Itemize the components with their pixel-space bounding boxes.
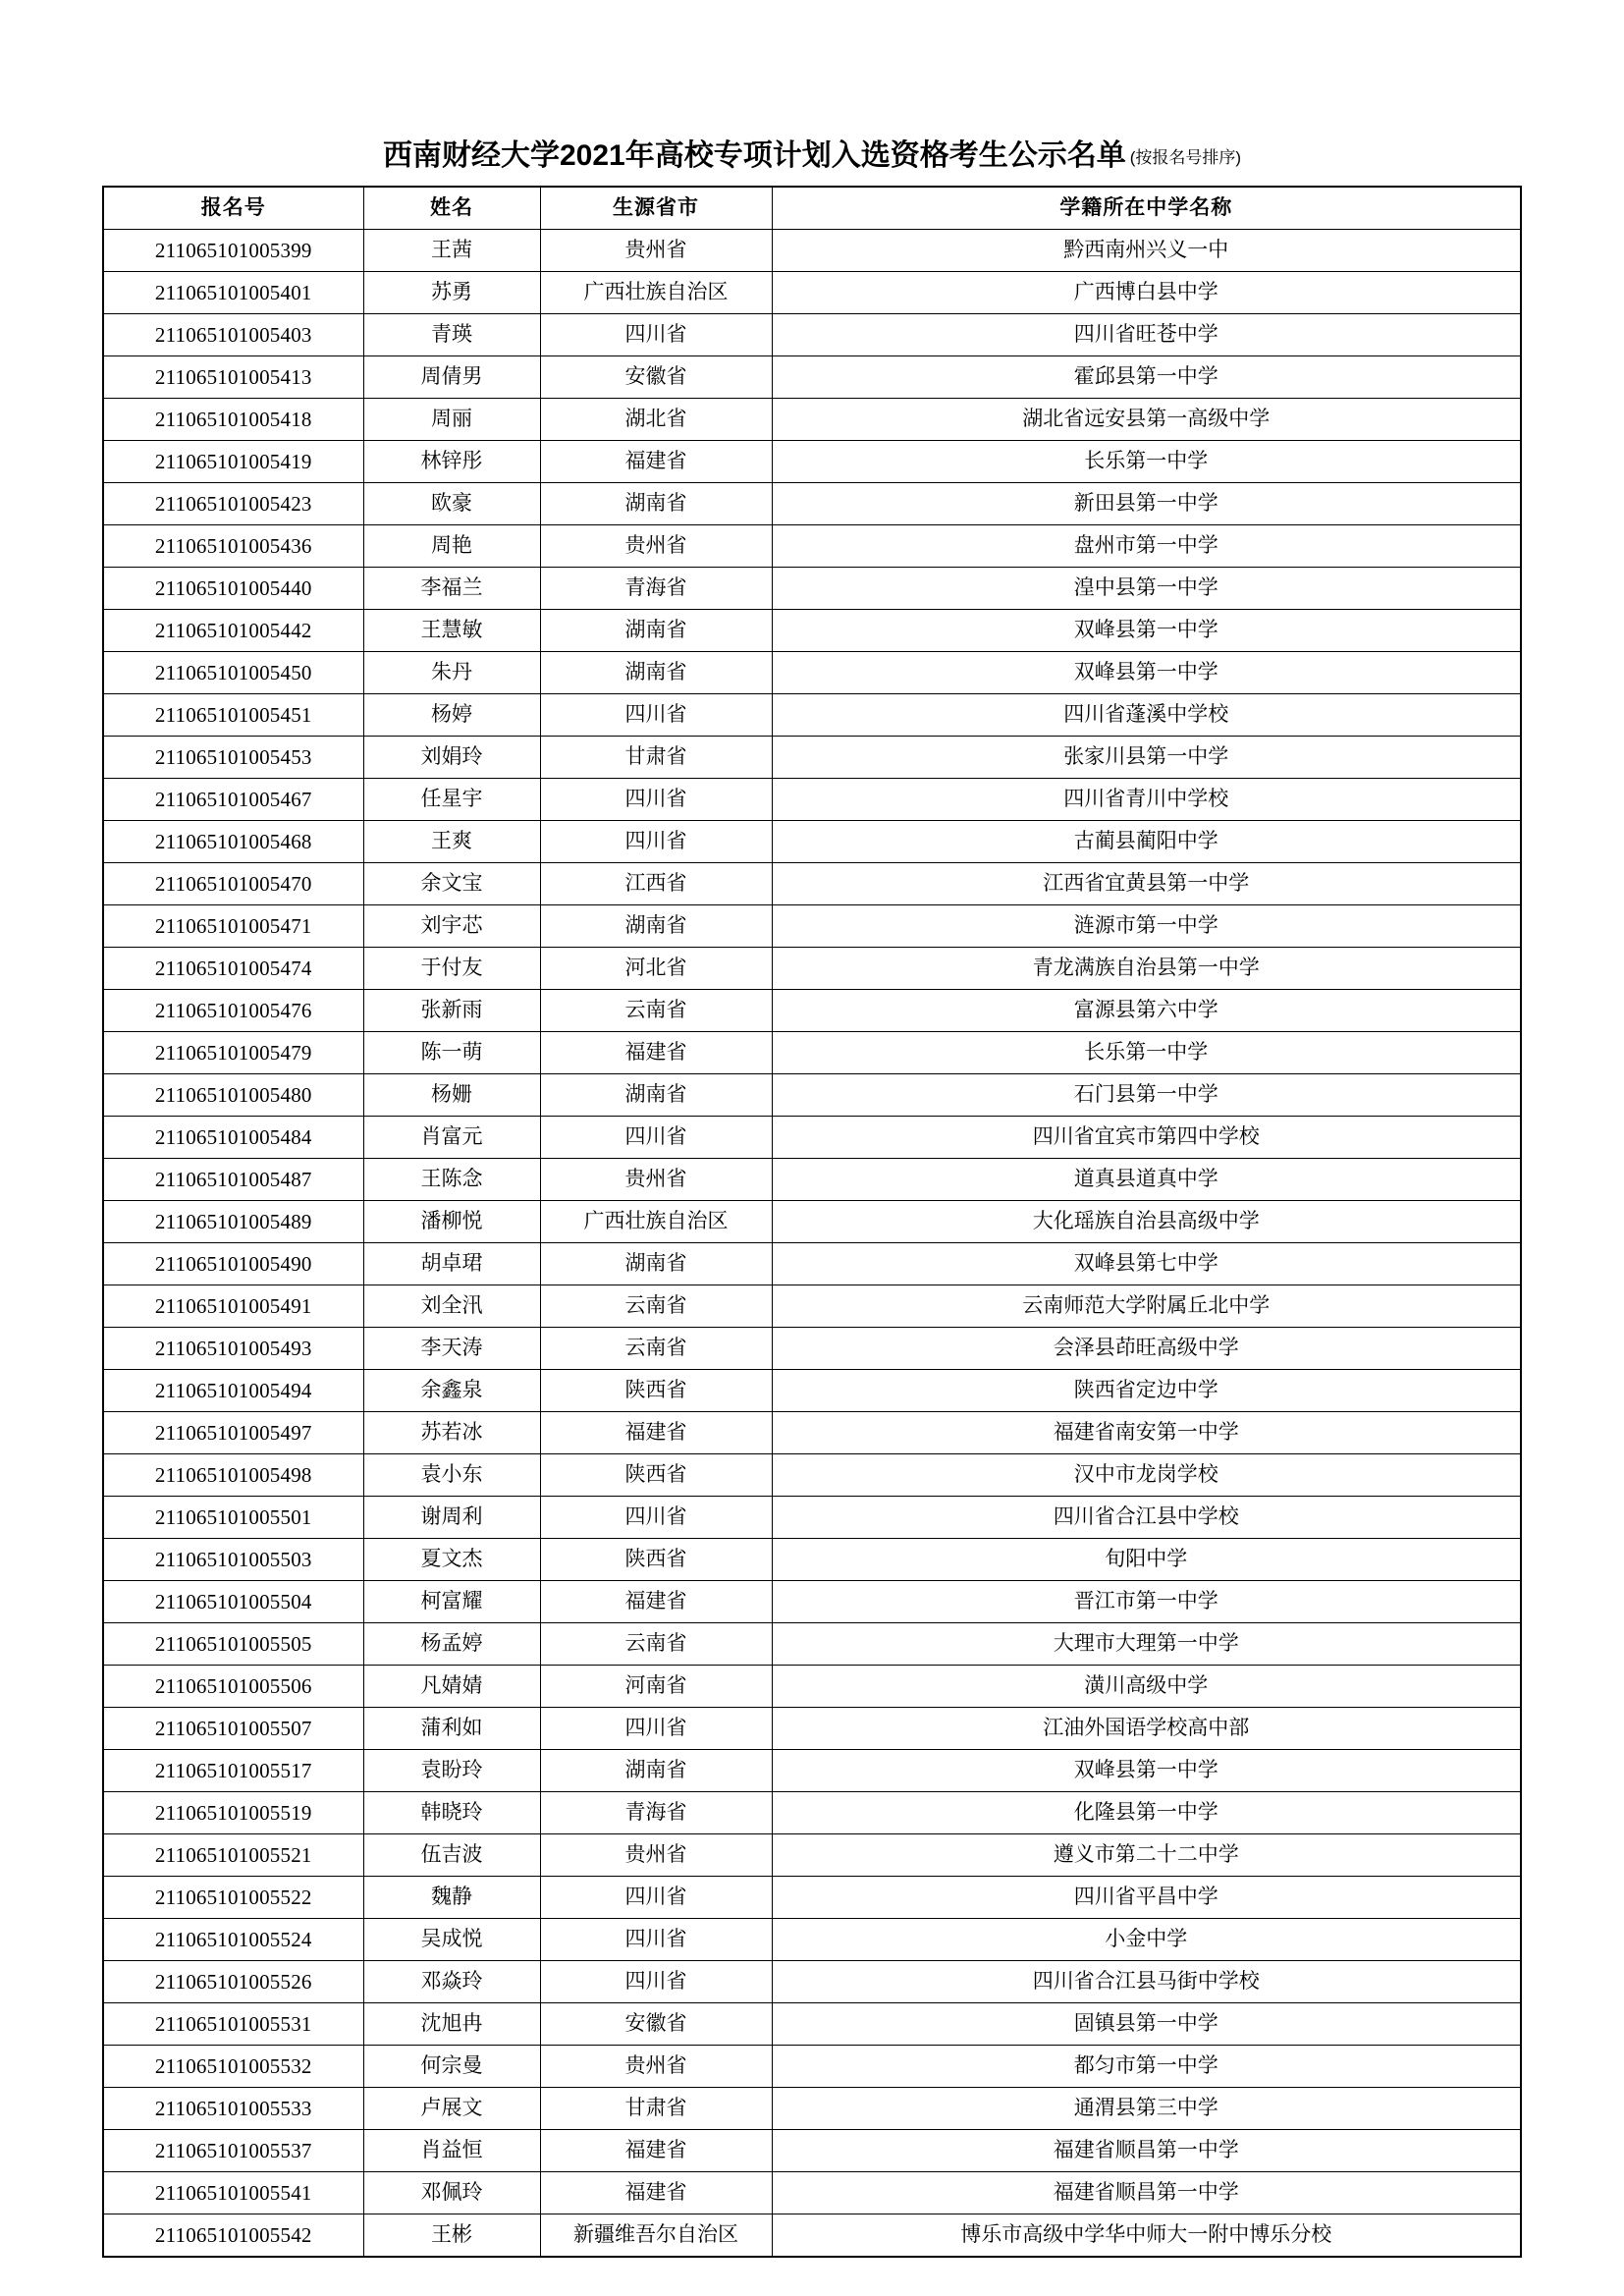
cell-registration-number: 211065101005522 bbox=[103, 1877, 363, 1919]
cell-school: 长乐第一中学 bbox=[772, 441, 1521, 483]
cell-school: 旬阳中学 bbox=[772, 1539, 1521, 1581]
table-row bbox=[103, 272, 1521, 314]
cell-registration-number: 211065101005498 bbox=[103, 1454, 363, 1497]
cell-registration-number: 211065101005521 bbox=[103, 1834, 363, 1877]
cell-school: 古蔺县蔺阳中学 bbox=[772, 821, 1521, 863]
cell-province: 陕西省 bbox=[540, 1454, 772, 1497]
table-header bbox=[103, 187, 1521, 230]
cell-name: 胡卓珺 bbox=[363, 1243, 540, 1285]
cell-registration-number: 211065101005479 bbox=[103, 1032, 363, 1074]
cell-name: 陈一萌 bbox=[363, 1032, 540, 1074]
cell-registration-number: 211065101005399 bbox=[103, 230, 363, 272]
table-row bbox=[103, 2088, 1521, 2130]
cell-school: 江油外国语学校高中部 bbox=[772, 1708, 1521, 1750]
cell-school: 潢川高级中学 bbox=[772, 1666, 1521, 1708]
cell-province: 陕西省 bbox=[540, 1539, 772, 1581]
table-row bbox=[103, 568, 1521, 610]
cell-province: 四川省 bbox=[540, 1497, 772, 1539]
cell-registration-number: 211065101005504 bbox=[103, 1581, 363, 1623]
table-row bbox=[103, 1834, 1521, 1877]
cell-school: 富源县第六中学 bbox=[772, 990, 1521, 1032]
cell-name: 肖益恒 bbox=[363, 2130, 540, 2172]
cell-name: 袁小东 bbox=[363, 1454, 540, 1497]
cell-name: 韩晓玲 bbox=[363, 1792, 540, 1834]
cell-name: 卢展文 bbox=[363, 2088, 540, 2130]
cell-province: 陕西省 bbox=[540, 1370, 772, 1412]
cell-province: 福建省 bbox=[540, 1412, 772, 1454]
cell-name: 王慧敏 bbox=[363, 610, 540, 652]
cell-province: 湖北省 bbox=[540, 399, 772, 441]
cell-name: 邓佩玲 bbox=[363, 2172, 540, 2214]
cell-school: 小金中学 bbox=[772, 1919, 1521, 1961]
cell-province: 四川省 bbox=[540, 1117, 772, 1159]
cell-province: 福建省 bbox=[540, 1581, 772, 1623]
cell-registration-number: 211065101005476 bbox=[103, 990, 363, 1032]
cell-name: 刘娟玲 bbox=[363, 737, 540, 779]
cell-name: 青瑛 bbox=[363, 314, 540, 356]
table-row bbox=[103, 1328, 1521, 1370]
cell-registration-number: 211065101005453 bbox=[103, 737, 363, 779]
cell-registration-number: 211065101005419 bbox=[103, 441, 363, 483]
cell-school: 会泽县茚旺高级中学 bbox=[772, 1328, 1521, 1370]
cell-registration-number: 211065101005436 bbox=[103, 525, 363, 568]
cell-name: 周艳 bbox=[363, 525, 540, 568]
cell-province: 四川省 bbox=[540, 1961, 772, 2003]
cell-registration-number: 211065101005470 bbox=[103, 863, 363, 905]
cell-province: 云南省 bbox=[540, 990, 772, 1032]
cell-school: 大化瑶族自治县高级中学 bbox=[772, 1201, 1521, 1243]
table-row bbox=[103, 230, 1521, 272]
cell-province: 福建省 bbox=[540, 2172, 772, 2214]
cell-registration-number: 211065101005442 bbox=[103, 610, 363, 652]
cell-school: 四川省青川中学校 bbox=[772, 779, 1521, 821]
cell-name: 刘宇芯 bbox=[363, 905, 540, 948]
cell-province: 四川省 bbox=[540, 314, 772, 356]
cell-school: 福建省南安第一中学 bbox=[772, 1412, 1521, 1454]
cell-registration-number: 211065101005418 bbox=[103, 399, 363, 441]
cell-province: 河北省 bbox=[540, 948, 772, 990]
cell-name: 袁盼玲 bbox=[363, 1750, 540, 1792]
cell-registration-number: 211065101005484 bbox=[103, 1117, 363, 1159]
cell-province: 湖南省 bbox=[540, 483, 772, 525]
table-row bbox=[103, 1243, 1521, 1285]
table-body bbox=[103, 230, 1521, 2258]
cell-registration-number: 211065101005401 bbox=[103, 272, 363, 314]
table-row bbox=[103, 990, 1521, 1032]
cell-registration-number: 211065101005526 bbox=[103, 1961, 363, 2003]
table-row bbox=[103, 1117, 1521, 1159]
table-row bbox=[103, 1623, 1521, 1666]
cell-name: 余鑫泉 bbox=[363, 1370, 540, 1412]
cell-name: 欧豪 bbox=[363, 483, 540, 525]
table-row bbox=[103, 399, 1521, 441]
cell-school: 四川省合江县马街中学校 bbox=[772, 1961, 1521, 2003]
table-row bbox=[103, 1159, 1521, 1201]
cell-province: 贵州省 bbox=[540, 230, 772, 272]
cell-registration-number: 211065101005413 bbox=[103, 356, 363, 399]
column-header-school: 学籍所在中学名称 bbox=[772, 187, 1521, 230]
cell-name: 苏若冰 bbox=[363, 1412, 540, 1454]
cell-province: 四川省 bbox=[540, 779, 772, 821]
cell-school: 四川省蓬溪中学校 bbox=[772, 694, 1521, 737]
cell-school: 青龙满族自治县第一中学 bbox=[772, 948, 1521, 990]
cell-name: 苏勇 bbox=[363, 272, 540, 314]
cell-school: 双峰县第一中学 bbox=[772, 1750, 1521, 1792]
table-row bbox=[103, 356, 1521, 399]
cell-school: 江西省宜黄县第一中学 bbox=[772, 863, 1521, 905]
cell-registration-number: 211065101005487 bbox=[103, 1159, 363, 1201]
table-row bbox=[103, 1961, 1521, 2003]
table-row bbox=[103, 1581, 1521, 1623]
table-row bbox=[103, 737, 1521, 779]
cell-school: 黔西南州兴义一中 bbox=[772, 230, 1521, 272]
cell-province: 福建省 bbox=[540, 1032, 772, 1074]
cell-name: 林锌彤 bbox=[363, 441, 540, 483]
cell-name: 蒲利如 bbox=[363, 1708, 540, 1750]
cell-registration-number: 211065101005493 bbox=[103, 1328, 363, 1370]
cell-province: 广西壮族自治区 bbox=[540, 1201, 772, 1243]
cell-province: 青海省 bbox=[540, 568, 772, 610]
cell-registration-number: 211065101005506 bbox=[103, 1666, 363, 1708]
cell-school: 双峰县第一中学 bbox=[772, 652, 1521, 694]
cell-province: 江西省 bbox=[540, 863, 772, 905]
cell-name: 何宗曼 bbox=[363, 2046, 540, 2088]
cell-province: 湖南省 bbox=[540, 1243, 772, 1285]
cell-province: 四川省 bbox=[540, 694, 772, 737]
cell-school: 石门县第一中学 bbox=[772, 1074, 1521, 1117]
cell-province: 湖南省 bbox=[540, 610, 772, 652]
cell-registration-number: 211065101005471 bbox=[103, 905, 363, 948]
table-row bbox=[103, 1285, 1521, 1328]
cell-province: 贵州省 bbox=[540, 525, 772, 568]
page-subtitle: (按报名号排序) bbox=[1129, 148, 1242, 167]
cell-school: 固镇县第一中学 bbox=[772, 2003, 1521, 2046]
cell-province: 安徽省 bbox=[540, 356, 772, 399]
cell-name: 杨婷 bbox=[363, 694, 540, 737]
cell-registration-number: 211065101005503 bbox=[103, 1539, 363, 1581]
roster-table bbox=[102, 186, 1522, 2258]
cell-province: 贵州省 bbox=[540, 2046, 772, 2088]
column-header-province: 生源省市 bbox=[540, 187, 772, 230]
cell-name: 吴成悦 bbox=[363, 1919, 540, 1961]
cell-province: 云南省 bbox=[540, 1328, 772, 1370]
cell-registration-number: 211065101005542 bbox=[103, 2214, 363, 2258]
cell-school: 晋江市第一中学 bbox=[772, 1581, 1521, 1623]
cell-school: 化隆县第一中学 bbox=[772, 1792, 1521, 1834]
cell-school: 都匀市第一中学 bbox=[772, 2046, 1521, 2088]
cell-registration-number: 211065101005517 bbox=[103, 1750, 363, 1792]
cell-province: 贵州省 bbox=[540, 1159, 772, 1201]
cell-name: 任星宇 bbox=[363, 779, 540, 821]
cell-name: 谢周利 bbox=[363, 1497, 540, 1539]
cell-registration-number: 211065101005491 bbox=[103, 1285, 363, 1328]
cell-province: 安徽省 bbox=[540, 2003, 772, 2046]
cell-province: 云南省 bbox=[540, 1623, 772, 1666]
cell-province: 四川省 bbox=[540, 1708, 772, 1750]
cell-registration-number: 211065101005497 bbox=[103, 1412, 363, 1454]
table-row bbox=[103, 441, 1521, 483]
table-row bbox=[103, 2214, 1521, 2258]
cell-registration-number: 211065101005494 bbox=[103, 1370, 363, 1412]
cell-name: 凡婧婧 bbox=[363, 1666, 540, 1708]
cell-school: 双峰县第一中学 bbox=[772, 610, 1521, 652]
cell-school: 福建省顺昌第一中学 bbox=[772, 2172, 1521, 2214]
cell-name: 肖富元 bbox=[363, 1117, 540, 1159]
table-row bbox=[103, 2130, 1521, 2172]
cell-province: 四川省 bbox=[540, 1877, 772, 1919]
cell-school: 福建省顺昌第一中学 bbox=[772, 2130, 1521, 2172]
cell-name: 伍吉波 bbox=[363, 1834, 540, 1877]
cell-school: 涟源市第一中学 bbox=[772, 905, 1521, 948]
cell-name: 杨姗 bbox=[363, 1074, 540, 1117]
column-header-registration-number: 报名号 bbox=[103, 187, 363, 230]
cell-school: 汉中市龙岗学校 bbox=[772, 1454, 1521, 1497]
cell-school: 道真县道真中学 bbox=[772, 1159, 1521, 1201]
table-row bbox=[103, 2172, 1521, 2214]
cell-name: 潘柳悦 bbox=[363, 1201, 540, 1243]
table-row bbox=[103, 905, 1521, 948]
table-row bbox=[103, 821, 1521, 863]
cell-school: 新田县第一中学 bbox=[772, 483, 1521, 525]
cell-name: 魏静 bbox=[363, 1877, 540, 1919]
cell-name: 柯富耀 bbox=[363, 1581, 540, 1623]
table-row bbox=[103, 1074, 1521, 1117]
title-block bbox=[0, 131, 1624, 174]
cell-province: 福建省 bbox=[540, 2130, 772, 2172]
cell-province: 湖南省 bbox=[540, 1074, 772, 1117]
table-row bbox=[103, 1750, 1521, 1792]
cell-name: 李天涛 bbox=[363, 1328, 540, 1370]
table-row bbox=[103, 525, 1521, 568]
cell-school: 广西博白县中学 bbox=[772, 272, 1521, 314]
cell-province: 四川省 bbox=[540, 1919, 772, 1961]
table-row bbox=[103, 948, 1521, 990]
cell-school: 四川省宜宾市第四中学校 bbox=[772, 1117, 1521, 1159]
cell-school: 盘州市第一中学 bbox=[772, 525, 1521, 568]
cell-school: 霍邱县第一中学 bbox=[772, 356, 1521, 399]
table-row bbox=[103, 1708, 1521, 1750]
cell-school: 云南师范大学附属丘北中学 bbox=[772, 1285, 1521, 1328]
cell-name: 于付友 bbox=[363, 948, 540, 990]
cell-school: 双峰县第七中学 bbox=[772, 1243, 1521, 1285]
table-row bbox=[103, 863, 1521, 905]
cell-registration-number: 211065101005440 bbox=[103, 568, 363, 610]
cell-name: 王彬 bbox=[363, 2214, 540, 2258]
cell-name: 王爽 bbox=[363, 821, 540, 863]
cell-registration-number: 211065101005501 bbox=[103, 1497, 363, 1539]
cell-name: 邓焱玲 bbox=[363, 1961, 540, 2003]
table-row bbox=[103, 1497, 1521, 1539]
table-row bbox=[103, 2003, 1521, 2046]
cell-registration-number: 211065101005451 bbox=[103, 694, 363, 737]
cell-name: 王茜 bbox=[363, 230, 540, 272]
cell-registration-number: 211065101005489 bbox=[103, 1201, 363, 1243]
cell-registration-number: 211065101005423 bbox=[103, 483, 363, 525]
cell-province: 湖南省 bbox=[540, 1750, 772, 1792]
cell-registration-number: 211065101005480 bbox=[103, 1074, 363, 1117]
cell-registration-number: 211065101005531 bbox=[103, 2003, 363, 2046]
cell-registration-number: 211065101005533 bbox=[103, 2088, 363, 2130]
table-row bbox=[103, 2046, 1521, 2088]
cell-name: 夏文杰 bbox=[363, 1539, 540, 1581]
cell-province: 福建省 bbox=[540, 441, 772, 483]
table-row bbox=[103, 694, 1521, 737]
cell-registration-number: 211065101005507 bbox=[103, 1708, 363, 1750]
cell-province: 广西壮族自治区 bbox=[540, 272, 772, 314]
cell-name: 周倩男 bbox=[363, 356, 540, 399]
cell-registration-number: 211065101005467 bbox=[103, 779, 363, 821]
cell-school: 湖北省远安县第一高级中学 bbox=[772, 399, 1521, 441]
cell-school: 四川省旺苍中学 bbox=[772, 314, 1521, 356]
table-row bbox=[103, 314, 1521, 356]
cell-name: 朱丹 bbox=[363, 652, 540, 694]
cell-name: 李福兰 bbox=[363, 568, 540, 610]
cell-province: 河南省 bbox=[540, 1666, 772, 1708]
cell-school: 遵义市第二十二中学 bbox=[772, 1834, 1521, 1877]
cell-school: 张家川县第一中学 bbox=[772, 737, 1521, 779]
cell-registration-number: 211065101005524 bbox=[103, 1919, 363, 1961]
cell-province: 贵州省 bbox=[540, 1834, 772, 1877]
cell-province: 甘肃省 bbox=[540, 737, 772, 779]
table-row bbox=[103, 652, 1521, 694]
table-row bbox=[103, 1454, 1521, 1497]
cell-registration-number: 211065101005450 bbox=[103, 652, 363, 694]
cell-school: 博乐市高级中学华中师大一附中博乐分校 bbox=[772, 2214, 1521, 2258]
table-row bbox=[103, 1877, 1521, 1919]
cell-name: 王陈念 bbox=[363, 1159, 540, 1201]
cell-province: 甘肃省 bbox=[540, 2088, 772, 2130]
cell-registration-number: 211065101005532 bbox=[103, 2046, 363, 2088]
table-row bbox=[103, 1412, 1521, 1454]
table-row bbox=[103, 1201, 1521, 1243]
cell-school: 大理市大理第一中学 bbox=[772, 1623, 1521, 1666]
cell-name: 张新雨 bbox=[363, 990, 540, 1032]
cell-registration-number: 211065101005474 bbox=[103, 948, 363, 990]
cell-province: 青海省 bbox=[540, 1792, 772, 1834]
page-title: 西南财经大学2021年高校专项计划入选资格考生公示名单 bbox=[382, 139, 1126, 172]
cell-province: 湖南省 bbox=[540, 652, 772, 694]
cell-school: 通渭县第三中学 bbox=[772, 2088, 1521, 2130]
cell-registration-number: 211065101005490 bbox=[103, 1243, 363, 1285]
table-row bbox=[103, 1792, 1521, 1834]
roster-table-container bbox=[102, 186, 1520, 2258]
cell-school: 四川省合江县中学校 bbox=[772, 1497, 1521, 1539]
cell-name: 余文宝 bbox=[363, 863, 540, 905]
cell-name: 杨孟婷 bbox=[363, 1623, 540, 1666]
table-row bbox=[103, 483, 1521, 525]
cell-province: 湖南省 bbox=[540, 905, 772, 948]
cell-name: 刘全汛 bbox=[363, 1285, 540, 1328]
cell-name: 沈旭冉 bbox=[363, 2003, 540, 2046]
cell-school: 湟中县第一中学 bbox=[772, 568, 1521, 610]
cell-name: 周丽 bbox=[363, 399, 540, 441]
table-row bbox=[103, 1919, 1521, 1961]
table-row bbox=[103, 610, 1521, 652]
cell-registration-number: 211065101005519 bbox=[103, 1792, 363, 1834]
table-header-row bbox=[103, 187, 1521, 230]
cell-province: 四川省 bbox=[540, 821, 772, 863]
cell-registration-number: 211065101005505 bbox=[103, 1623, 363, 1666]
table-row bbox=[103, 1370, 1521, 1412]
column-header-name: 姓名 bbox=[363, 187, 540, 230]
cell-registration-number: 211065101005468 bbox=[103, 821, 363, 863]
table-row bbox=[103, 1539, 1521, 1581]
cell-school: 长乐第一中学 bbox=[772, 1032, 1521, 1074]
table-row bbox=[103, 1666, 1521, 1708]
table-row bbox=[103, 779, 1521, 821]
cell-school: 四川省平昌中学 bbox=[772, 1877, 1521, 1919]
cell-province: 云南省 bbox=[540, 1285, 772, 1328]
table-row bbox=[103, 1032, 1521, 1074]
cell-registration-number: 211065101005537 bbox=[103, 2130, 363, 2172]
cell-registration-number: 211065101005403 bbox=[103, 314, 363, 356]
cell-province: 新疆维吾尔自治区 bbox=[540, 2214, 772, 2258]
cell-school: 陕西省定边中学 bbox=[772, 1370, 1521, 1412]
cell-registration-number: 211065101005541 bbox=[103, 2172, 363, 2214]
